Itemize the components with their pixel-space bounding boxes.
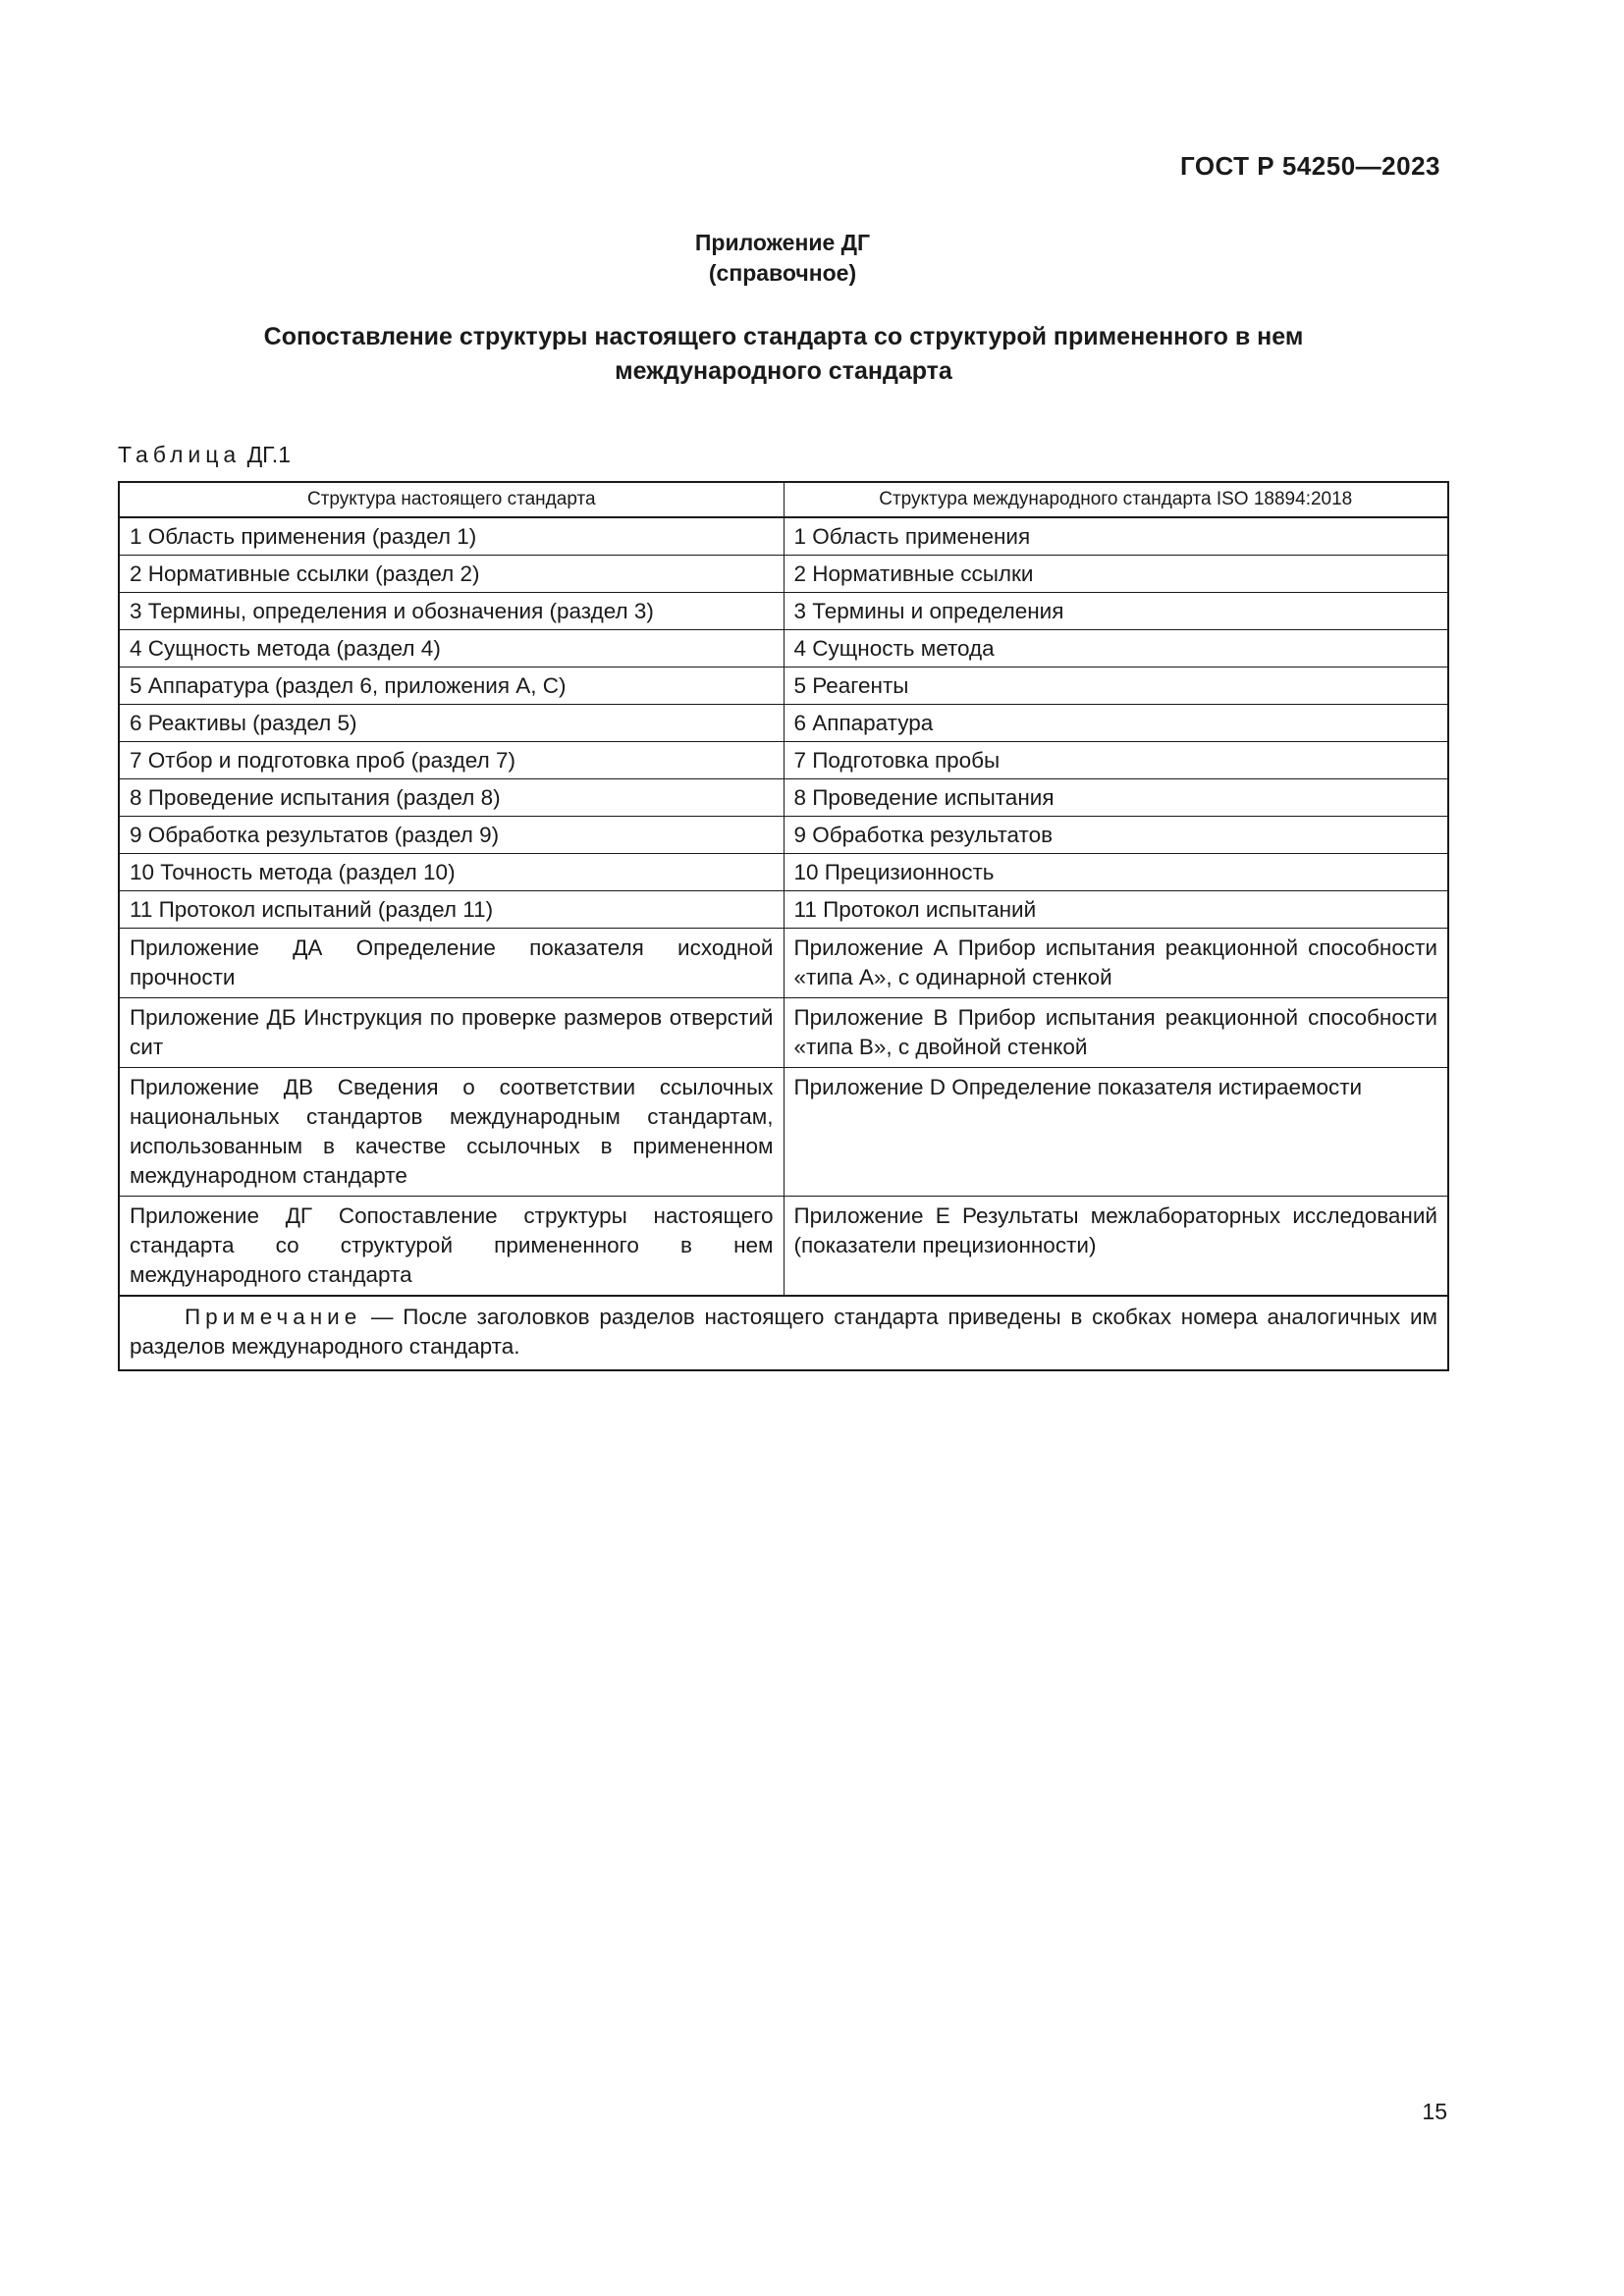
table-cell: Приложение ДА Определение показателя исходной прочности bbox=[119, 929, 784, 998]
section-title-line-2: международного стандарта bbox=[615, 357, 952, 385]
table-cell: 4 Сущность метода (раздел 4) bbox=[119, 630, 784, 667]
table-cell: 8 Проведение испытания (раздел 8) bbox=[119, 779, 784, 817]
table-cell: 2 Нормативные ссылки (раздел 2) bbox=[119, 556, 784, 593]
note-text: — После заголовков разделов настоящего стандарта приведены в скобках номера аналогичных им разделов международного стандарта. bbox=[130, 1305, 1437, 1359]
table-note bbox=[119, 1296, 1448, 1370]
table-cell: 7 Подготовка пробы bbox=[784, 742, 1448, 779]
table-cell: 6 Аппаратура bbox=[784, 705, 1448, 742]
table-cell: 8 Проведение испытания bbox=[784, 779, 1448, 817]
table-row bbox=[119, 1068, 1448, 1197]
table-cell: Приложение ДБ Инструкция по проверке размеров отверстий сит bbox=[119, 998, 784, 1068]
table-row bbox=[119, 854, 1448, 891]
table-cell: 9 Обработка результатов (раздел 9) bbox=[119, 817, 784, 854]
table-cell: 9 Обработка результатов bbox=[784, 817, 1448, 854]
table-row bbox=[119, 929, 1448, 998]
section-title-line-1: Сопоставление структуры настоящего стандарта со структурой примененного в нем bbox=[263, 323, 1304, 350]
column-header-national: Структура настоящего стандарта bbox=[119, 482, 784, 517]
table-cell: 10 Прецизионность bbox=[784, 854, 1448, 891]
table-cell: Приложение ДГ Сопоставление структуры настоящего стандарта со структурой примененного в нем международного стандарта bbox=[119, 1197, 784, 1297]
table-caption-number: ДГ.1 bbox=[246, 442, 291, 467]
table-cell: Приложение Е Результаты межлабораторных исследований (показатели прецизионности) bbox=[784, 1197, 1448, 1297]
table-cell: 10 Точность метода (раздел 10) bbox=[119, 854, 784, 891]
table-row bbox=[119, 556, 1448, 593]
table-cell: 1 Область применения bbox=[784, 517, 1448, 556]
table-row bbox=[119, 817, 1448, 854]
table-cell: Приложение А Прибор испытания реакционной способности «типа А», с одинарной стенкой bbox=[784, 929, 1448, 998]
table-cell: 11 Протокол испытаний bbox=[784, 891, 1448, 929]
table-cell: Приложение В Прибор испытания реакционной способности «типа В», с двойной стенкой bbox=[784, 998, 1448, 1068]
table-row bbox=[119, 891, 1448, 929]
appendix-heading bbox=[0, 228, 1565, 289]
table-row bbox=[119, 667, 1448, 705]
table-row bbox=[119, 630, 1448, 667]
table-cell: 6 Реактивы (раздел 5) bbox=[119, 705, 784, 742]
table-cell: 2 Нормативные ссылки bbox=[784, 556, 1448, 593]
column-header-international: Структура международного стандарта ISO 18894:2018 bbox=[784, 482, 1448, 517]
table-caption-word: Таблица bbox=[118, 442, 242, 467]
table-cell: 1 Область применения (раздел 1) bbox=[119, 517, 784, 556]
table-cell: 3 Термины и определения bbox=[784, 593, 1448, 630]
table-row bbox=[119, 1197, 1448, 1297]
section-title bbox=[118, 320, 1449, 389]
table-cell: 4 Сущность метода bbox=[784, 630, 1448, 667]
table-row bbox=[119, 742, 1448, 779]
table-cell: 7 Отбор и подготовка проб (раздел 7) bbox=[119, 742, 784, 779]
table-cell: 5 Реагенты bbox=[784, 667, 1448, 705]
table-cell: 11 Протокол испытаний (раздел 11) bbox=[119, 891, 784, 929]
table-cell: 3 Термины, определения и обозначения (раздел 3) bbox=[119, 593, 784, 630]
table-row bbox=[119, 998, 1448, 1068]
appendix-subtitle: (справочное) bbox=[708, 260, 857, 286]
table-cell: Приложение D Определение показателя истираемости bbox=[784, 1068, 1448, 1197]
table-row bbox=[119, 517, 1448, 556]
page-number: 15 bbox=[1422, 2099, 1447, 2124]
appendix-title: Приложение ДГ bbox=[694, 230, 871, 255]
table-cell: Приложение ДВ Сведения о соответствии ссылочных национальных стандартов международным стандартам, использованным в качестве ссылочных в примененном международном стандарте bbox=[119, 1068, 784, 1197]
table-cell: 5 Аппаратура (раздел 6, приложения А, С) bbox=[119, 667, 784, 705]
table-note-row bbox=[119, 1296, 1448, 1370]
table-caption bbox=[118, 442, 291, 468]
structure-comparison-table bbox=[118, 481, 1449, 1371]
table-row bbox=[119, 705, 1448, 742]
note-label: Примечание bbox=[185, 1305, 362, 1329]
table-row bbox=[119, 779, 1448, 817]
table-header-row bbox=[119, 482, 1448, 517]
document-code: ГОСТ Р 54250—2023 bbox=[1179, 151, 1440, 181]
table-row bbox=[119, 593, 1448, 630]
